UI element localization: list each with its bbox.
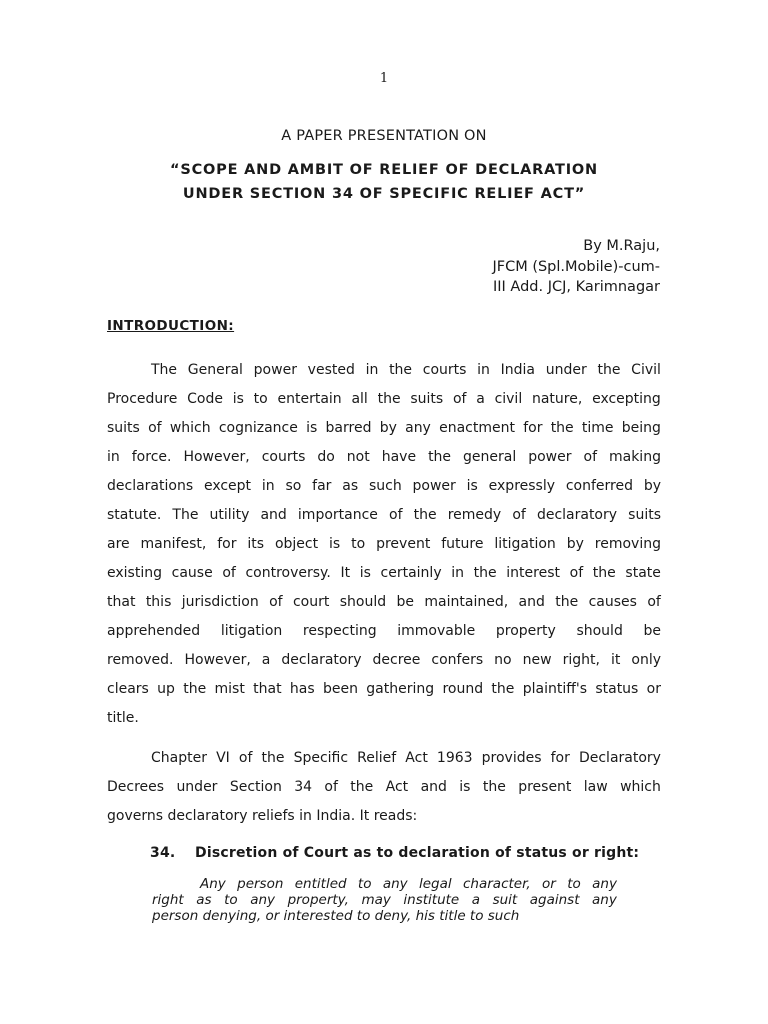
text-line: right as to any property, may institute a suit against any	[152, 892, 617, 908]
author-name: By M.Raju,	[583, 238, 660, 254]
introduction-paragraph	[107, 356, 661, 733]
paper-title-line-1: “SCOPE AND AMBIT OF RELIEF OF DECLARATION	[170, 162, 598, 178]
section-34-quote	[152, 876, 617, 924]
text-line: title.	[107, 710, 139, 726]
text-line: governs declaratory reliefs in India. It reads:	[107, 808, 418, 824]
text-line: declarations except in so far as such power is expressly conferred by	[107, 478, 661, 494]
text-line: are manifest, for its object is to prevent future litigation by removing	[107, 536, 661, 552]
text-line: statute. The utility and importance of the remedy of declaratory suits	[107, 507, 661, 523]
paper-title-line-2: UNDER SECTION 34 OF SPECIFIC RELIEF ACT”	[182, 186, 586, 202]
text-line: existing cause of controversy. It is certainly in the interest of the state	[107, 565, 661, 581]
text-line: The General power vested in the courts in India under the Civil	[151, 362, 661, 378]
text-line: person denying, or interested to deny, his title to such	[152, 908, 520, 924]
text-line: apprehended litigation respecting immovable property should be	[107, 623, 661, 639]
page-number: 1	[379, 71, 389, 86]
text-line: removed. However, a declaratory decree confers no new right, it only	[107, 652, 661, 668]
author-court: III Add. JCJ, Karimnagar	[492, 279, 660, 295]
section-title: Discretion of Court as to declaration of status or right:	[195, 845, 640, 861]
introduction-heading: INTRODUCTION:	[107, 318, 235, 334]
text-line: Chapter VI of the Specific Relief Act 1963 provides for Declaratory	[151, 750, 661, 766]
text-line: Procedure Code is to entertain all the suits of a civil nature, excepting	[107, 391, 661, 407]
text-line: suits of which cognizance is barred by any enactment for the time being	[107, 420, 661, 436]
presentation-label: A PAPER PRESENTATION ON	[281, 128, 487, 144]
text-line: Any person entitled to any legal character, or to any	[200, 876, 617, 892]
text-line: clears up the mist that has been gathering round the plaintiff's status or	[107, 681, 661, 697]
section-number: 34.	[150, 845, 176, 861]
section-34-heading	[150, 845, 639, 861]
text-line: in force. However, courts do not have the general power of making	[107, 449, 661, 465]
author-designation: JFCM (Spl.Mobile)-cum-	[492, 259, 660, 275]
text-line: Decrees under Section 34 of the Act and is the present law which	[107, 779, 661, 795]
chapter-paragraph	[107, 744, 661, 831]
text-line: that this jurisdiction of court should be maintained, and the causes of	[107, 594, 661, 610]
